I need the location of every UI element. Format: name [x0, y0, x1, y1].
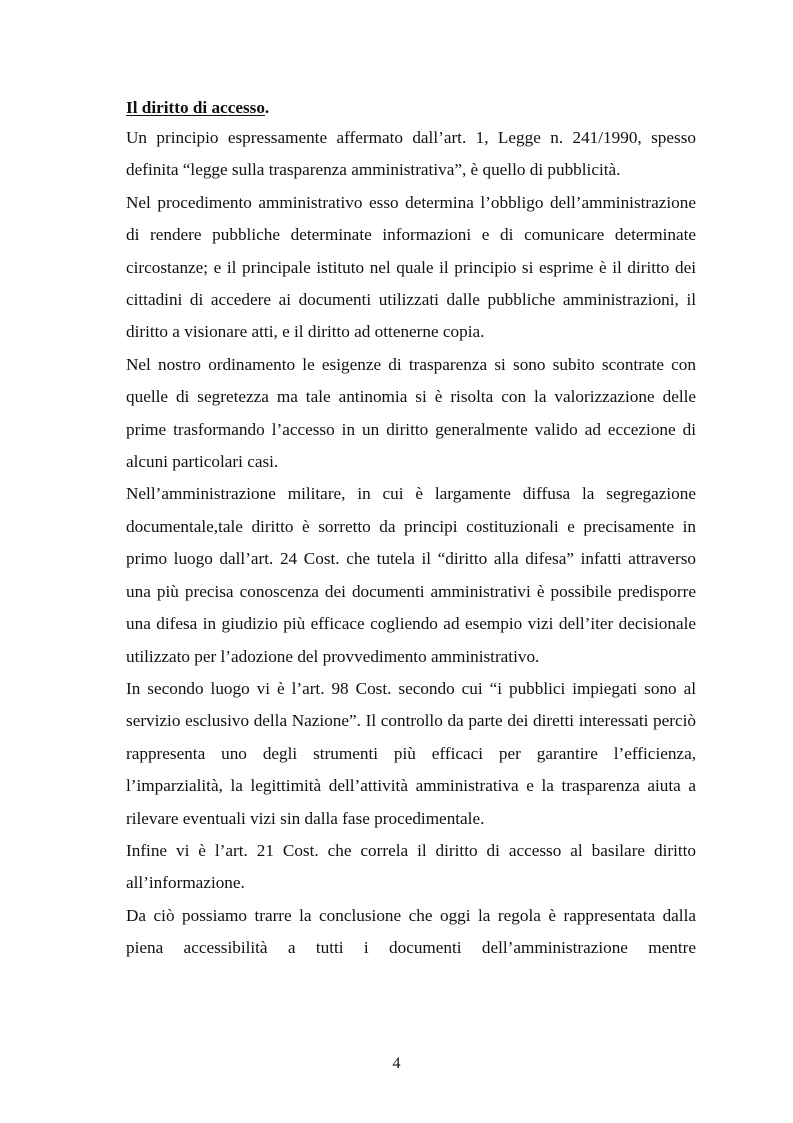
paragraph-2: Nel procedimento amministrativo esso determina l’obbligo dell’amministrazione di rendere pubbliche determinate informazioni e di comunicare determinate circostanze; e il principale istituto nel quale il principio si esprime è il diritto dei cittadini di accedere ai documenti utilizzati dalle pubbliche amministrazioni, il diritto a visionare atti, e il diritto ad ottenerne copia. [126, 192, 696, 342]
paragraph-4: Nell’amministrazione militare, in cui è largamente diffusa la segregazione documentale,tale diritto è sorretto da principi costituzionali e precisamente in primo luogo dall’art. 24 Cost. che tutela il “diritto alla difesa” infatti attraverso una più precisa conoscenza dei documenti amministrativi è possibile predisporre una difesa in giudizio più efficace cogliendo ad esempio vizi dell’iter decisionale utilizzato per l’adozione del provvedimento amministrativo. [126, 484, 696, 666]
page-body [126, 94, 696, 965]
section-heading [126, 94, 696, 122]
paragraph-5: In secondo luogo vi è l’art. 98 Cost. secondo cui “i pubblici impiegati sono al servizio esclusivo della Nazione”. Il controllo da parte dei diretti interessati perciò rappresenta uno degli strumenti più efficaci per garantire l’efficienza, l’imparzialità, la legittimità dell’attività amministrativa e la trasparenza aiuta a rilevare eventuali vizi sin dalla fase procedimentale. [126, 678, 696, 828]
paragraph-3: Nel nostro ordinamento le esigenze di trasparenza si sono subito scontrate con quelle di segretezza ma tale antinomia si è risolta con la valorizzazione delle prime trasformando l’accesso in un diritto generalmente valido ad eccezione di alcuni particolari casi. [126, 354, 696, 472]
section-title-punct: . [264, 98, 270, 117]
section-title: Il diritto di accesso [126, 98, 265, 117]
paragraph-7: Da ciò possiamo trarre la conclusione che oggi la regola è rappresentata dalla piena accessibilità a tutti i documenti dell’amministrazione mentre [126, 905, 696, 958]
page-number: 4 [392, 1055, 401, 1072]
paragraph-6: Infine vi è l’art. 21 Cost. che correla il diritto di accesso al basilare diritto all’informazione. [126, 840, 696, 893]
paragraph-1: Un principio espressamente affermato dall’art. 1, Legge n. 241/1990, spesso definita “legge sulla trasparenza amministrativa”, è quello di pubblicità. [126, 128, 696, 180]
